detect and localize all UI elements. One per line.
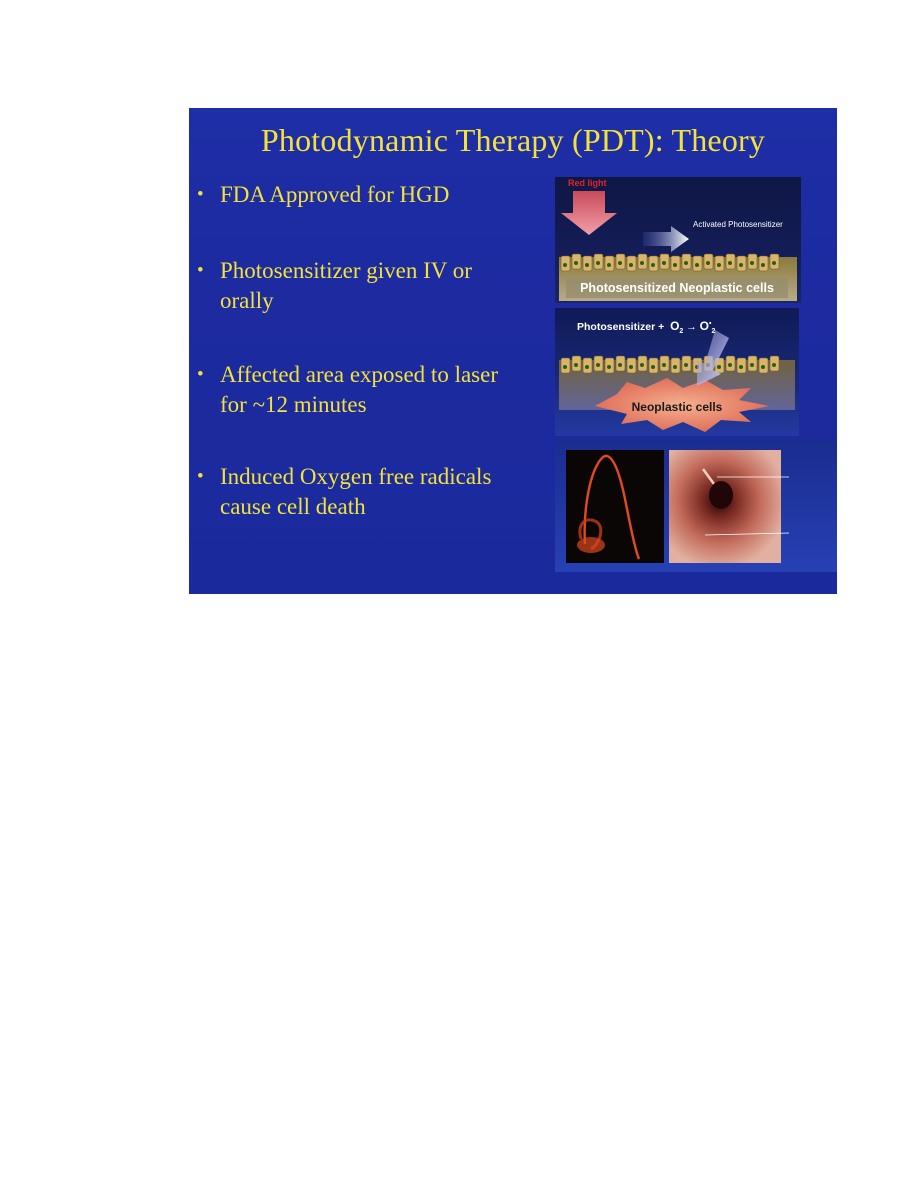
red-light-arrow bbox=[561, 191, 617, 235]
bullet-line: orally bbox=[220, 288, 274, 313]
activated-photosensitizer-label: Activated Photosensitizer bbox=[693, 220, 783, 229]
bullet-symbol: • bbox=[197, 466, 204, 487]
bullet-line: Photosensitizer given IV or bbox=[220, 258, 472, 283]
oxygen-radical-diagram bbox=[555, 308, 799, 436]
bullet-symbol: • bbox=[197, 184, 204, 205]
activation-arrow bbox=[643, 226, 689, 252]
bullet-symbol: • bbox=[197, 364, 204, 385]
bullet-line: Affected area exposed to laser bbox=[220, 362, 498, 387]
red-light-label: Red light bbox=[568, 178, 607, 188]
bullet-symbol: • bbox=[197, 260, 204, 281]
reaction-arrow: → bbox=[686, 321, 697, 333]
slide-title: Photodynamic Therapy (PDT): Theory bbox=[260, 122, 766, 158]
slide bbox=[189, 108, 837, 594]
reaction-equation: Photosensitizer + $O_2 \to O^•_2$ bbox=[577, 319, 716, 336]
endoscopy-photos bbox=[555, 439, 837, 572]
bullet-line: Induced Oxygen free radicals bbox=[220, 464, 492, 489]
neoplastic-cells-label: Neoplastic cells bbox=[631, 400, 723, 414]
bullet-line: for ~12 minutes bbox=[220, 392, 367, 417]
bullet-line: FDA Approved for HGD bbox=[220, 182, 450, 207]
photosensitized-cells-label: Photosensitized Neoplastic cells bbox=[566, 278, 788, 298]
photosensitization-diagram bbox=[555, 177, 801, 303]
bullet-line: cause cell death bbox=[220, 494, 366, 519]
